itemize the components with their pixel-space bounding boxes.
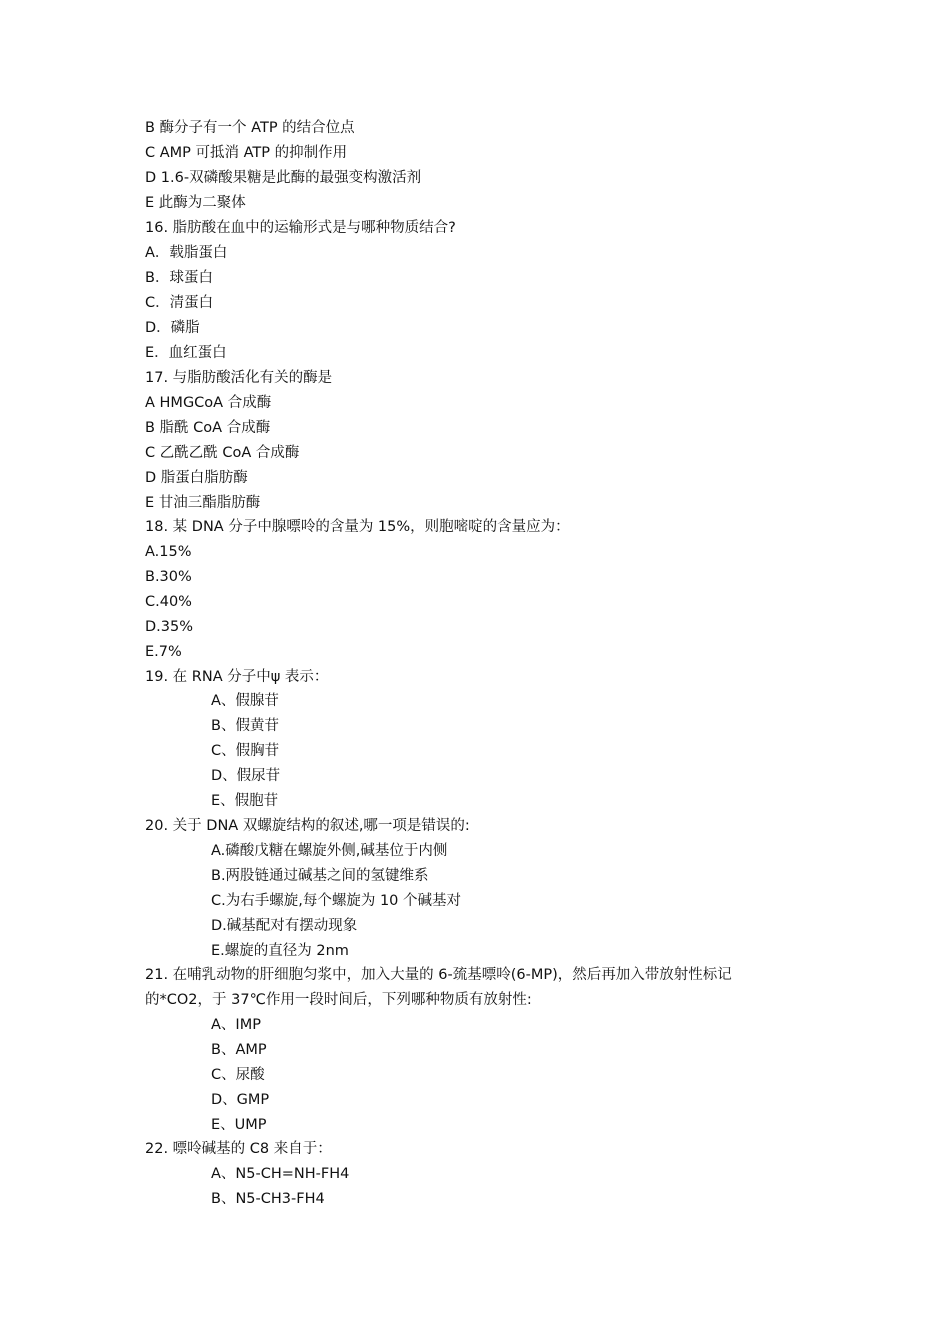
answer-option: A、假腺苷 [211,693,279,709]
text-line: E 此酶为二聚体 [145,195,246,211]
answer-option: B 脂酰 CoA 合成酶 [145,420,271,436]
answer-option: D.35% [145,619,194,635]
answer-option: B.30% [145,569,192,585]
answer-option: B、N5-CH3-FH4 [211,1191,325,1207]
answer-option: C、尿酸 [211,1067,265,1083]
answer-option: E、假胞苷 [211,793,279,809]
answer-option: D.碱基配对有摆动现象 [211,918,358,934]
answer-option: E、UMP [211,1117,267,1133]
answer-option: E．血红蛋白 [145,345,227,361]
answer-option: A.15% [145,544,192,560]
answer-option: C.为右手螺旋,每个螺旋为 10 个碱基对 [211,893,462,909]
answer-option: D、GMP [211,1092,270,1108]
answer-option: C．清蛋白 [145,295,214,311]
question-stem-continued: 的*CO2，于 37℃作用一段时间后，下列哪种物质有放射性: [145,992,532,1008]
answer-option: E.螺旋的直径为 2nm [211,943,349,959]
answer-option: C、假胸苷 [211,743,280,759]
answer-option: D、假尿苷 [211,768,281,784]
answer-option: D．磷脂 [145,320,200,336]
answer-option: A、N5-CH=NH-FH4 [211,1166,350,1182]
answer-option: B、假黄苷 [211,718,279,734]
question-stem: 17. 与脂肪酸活化有关的酶是 [145,370,333,386]
answer-option: A HMGCoA 合成酶 [145,395,272,411]
answer-option: E.7% [145,644,182,660]
question-stem: 20. 关于 DNA 双螺旋结构的叙述,哪一项是错误的: [145,818,470,834]
answer-option: C 乙酰乙酰 CoA 合成酶 [145,445,300,461]
text-line: D 1.6-双磷酸果糖是此酶的最强变构激活剂 [145,170,422,186]
question-stem: 18. 某 DNA 分子中腺嘌呤的含量为 15%，则胞嘧啶的含量应为： [145,519,570,535]
answer-option: A．载脂蛋白 [145,245,228,261]
answer-option: A.磷酸戊糖在螺旋外侧,碱基位于内侧 [211,843,448,859]
question-stem: 21. 在哺乳动物的肝细胞匀浆中，加入大量的 6-巯基嘌呤(6-MP)，然后再加入带放射性标记 [145,967,732,983]
text-line: B 酶分子有一个 ATP 的结合位点 [145,120,355,136]
answer-option: E 甘油三酯脂肪酶 [145,495,261,511]
answer-option: D 脂蛋白脂肪酶 [145,470,248,486]
answer-option: B、AMP [211,1042,267,1058]
answer-option: A、IMP [211,1017,261,1033]
text-line: C AMP 可抵消 ATP 的抑制作用 [145,145,348,161]
answer-option: C.40% [145,594,192,610]
answer-option: B．球蛋白 [145,270,213,286]
question-stem: 16. 脂肪酸在血中的运输形式是与哪种物质结合? [145,220,456,236]
question-stem: 22. 嘌呤碱基的 C8 来自于： [145,1141,332,1157]
answer-option: B.两股链通过碱基之间的氢键维系 [211,868,429,884]
question-stem: 19. 在 RNA 分子中ψ 表示： [145,669,329,685]
